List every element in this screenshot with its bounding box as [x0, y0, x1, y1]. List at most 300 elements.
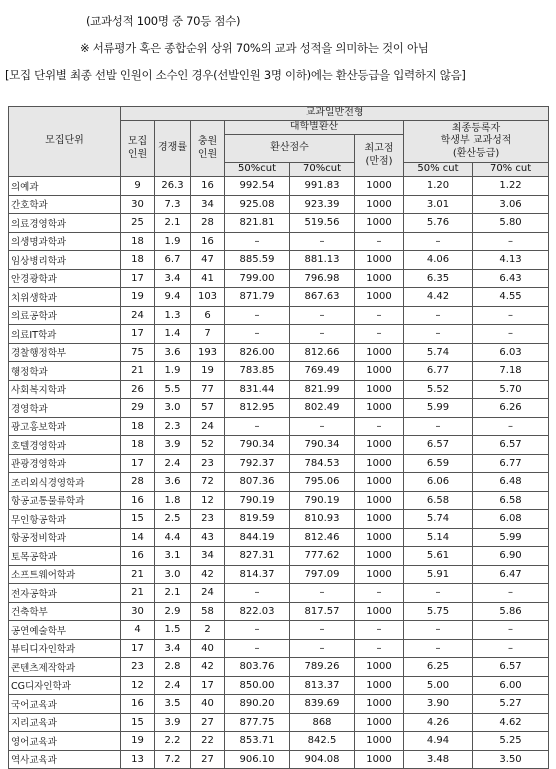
- grade-cut50-cell: 5.74: [404, 343, 473, 362]
- grade-cut50-cell: 6.25: [404, 658, 473, 677]
- header-final-registrant-line1: 최종등록자: [451, 122, 501, 134]
- grade-cut70-cell: –: [473, 306, 549, 325]
- score-cut50-cell: –: [225, 232, 290, 251]
- table-row: [9, 436, 549, 455]
- table-row: [9, 306, 549, 325]
- score-cut70-cell: 810.93: [290, 510, 355, 529]
- score-cut70-cell: 904.08: [290, 750, 355, 769]
- score-cut70-cell: 795.06: [290, 473, 355, 492]
- table-body: [9, 177, 549, 769]
- grade-cut70-cell: 6.58: [473, 491, 549, 510]
- score-cut70-cell: 812.66: [290, 343, 355, 362]
- filled-cell: 41: [191, 269, 225, 288]
- quota-cell: 30: [121, 602, 155, 621]
- unit-name-cell: 건축학부: [9, 602, 121, 621]
- score-cut70-cell: 867.63: [290, 288, 355, 307]
- filled-cell: 57: [191, 399, 225, 418]
- filled-cell: 42: [191, 565, 225, 584]
- note-disclaimer: ※ 서류평가 혹은 종합순위 상위 70%의 교과 성적을 의미하는 것이 아님: [80, 41, 429, 55]
- unit-name-cell: 치위생학과: [9, 288, 121, 307]
- competition-rate-cell: 3.1: [155, 547, 191, 566]
- grade-cut50-cell: 4.42: [404, 288, 473, 307]
- score-cut50-cell: 850.00: [225, 676, 290, 695]
- competition-rate-cell: 2.2: [155, 732, 191, 751]
- max-score-cell: 1000: [355, 380, 404, 399]
- score-cut50-cell: –: [225, 417, 290, 436]
- score-cut70-cell: 796.98: [290, 269, 355, 288]
- max-score-cell: 1000: [355, 399, 404, 418]
- filled-cell: 34: [191, 547, 225, 566]
- max-score-cell: 1000: [355, 177, 404, 196]
- score-cut50-cell: –: [225, 584, 290, 603]
- max-score-cell: 1000: [355, 454, 404, 473]
- quota-cell: 17: [121, 325, 155, 344]
- competition-rate-cell: 3.0: [155, 399, 191, 418]
- competition-rate-cell: 3.9: [155, 713, 191, 732]
- score-cut50-cell: –: [225, 621, 290, 640]
- quota-cell: 13: [121, 750, 155, 769]
- score-cut50-cell: 877.75: [225, 713, 290, 732]
- header-cut70: 70%cut: [290, 163, 355, 177]
- quota-cell: 12: [121, 676, 155, 695]
- score-cut50-cell: –: [225, 325, 290, 344]
- table-row: [9, 547, 549, 566]
- header-competition: 경쟁률: [155, 121, 191, 177]
- table-row: [9, 658, 549, 677]
- unit-name-cell: 영어교육과: [9, 732, 121, 751]
- unit-name-cell: 간호학과: [9, 195, 121, 214]
- table-row: [9, 269, 549, 288]
- header-converted-score: 환산점수: [225, 135, 355, 163]
- table-row: [9, 399, 549, 418]
- max-score-cell: 1000: [355, 695, 404, 714]
- filled-cell: 42: [191, 658, 225, 677]
- table-row: [9, 676, 549, 695]
- grade-cut50-cell: 5.91: [404, 565, 473, 584]
- competition-rate-cell: 9.4: [155, 288, 191, 307]
- score-cut50-cell: 799.00: [225, 269, 290, 288]
- grade-cut70-cell: 4.13: [473, 251, 549, 270]
- table-row: [9, 528, 549, 547]
- header-max-score-line2: (만점): [365, 155, 393, 167]
- max-score-cell: –: [355, 639, 404, 658]
- table-row: [9, 325, 549, 344]
- unit-name-cell: 경영학과: [9, 399, 121, 418]
- unit-name-cell: 공연예술학부: [9, 621, 121, 640]
- header-max-score-line1: 최고점: [364, 143, 394, 154]
- grade-cut50-cell: 6.06: [404, 473, 473, 492]
- table-row: [9, 713, 549, 732]
- grade-cut50-cell: 3.48: [404, 750, 473, 769]
- score-cut70-cell: –: [290, 621, 355, 640]
- competition-rate-cell: 1.8: [155, 491, 191, 510]
- grade-cut70-cell: 6.47: [473, 565, 549, 584]
- filled-cell: 27: [191, 713, 225, 732]
- quota-cell: 18: [121, 436, 155, 455]
- filled-cell: 16: [191, 232, 225, 251]
- score-cut50-cell: 885.59: [225, 251, 290, 270]
- table-row: [9, 177, 549, 196]
- quota-cell: 75: [121, 343, 155, 362]
- quota-cell: 24: [121, 306, 155, 325]
- max-score-cell: 1000: [355, 491, 404, 510]
- score-cut70-cell: 790.34: [290, 436, 355, 455]
- competition-rate-cell: 3.9: [155, 436, 191, 455]
- max-score-cell: 1000: [355, 510, 404, 529]
- competition-rate-cell: 1.4: [155, 325, 191, 344]
- max-score-cell: –: [355, 621, 404, 640]
- unit-name-cell: 콘텐츠제작학과: [9, 658, 121, 677]
- table-row: [9, 750, 549, 769]
- filled-cell: 27: [191, 750, 225, 769]
- competition-rate-cell: 2.4: [155, 676, 191, 695]
- grade-cut70-cell: 6.57: [473, 658, 549, 677]
- competition-rate-cell: 6.7: [155, 251, 191, 270]
- max-score-cell: 1000: [355, 565, 404, 584]
- grade-cut50-cell: –: [404, 417, 473, 436]
- filled-cell: 72: [191, 473, 225, 492]
- grade-cut50-cell: –: [404, 306, 473, 325]
- grade-cut70-cell: 5.80: [473, 214, 549, 233]
- note-title: (교과성적 100명 중 70등 점수): [86, 14, 241, 28]
- score-cut50-cell: 831.44: [225, 380, 290, 399]
- filled-cell: 19: [191, 362, 225, 381]
- score-cut50-cell: 803.76: [225, 658, 290, 677]
- table-row: [9, 510, 549, 529]
- competition-rate-cell: 7.3: [155, 195, 191, 214]
- score-cut70-cell: 790.19: [290, 491, 355, 510]
- filled-cell: 12: [191, 491, 225, 510]
- unit-name-cell: 광고홍보학과: [9, 417, 121, 436]
- score-cut50-cell: 819.59: [225, 510, 290, 529]
- score-cut70-cell: –: [290, 306, 355, 325]
- unit-name-cell: 의료공학과: [9, 306, 121, 325]
- grade-cut70-cell: 3.06: [473, 195, 549, 214]
- score-cut70-cell: 817.57: [290, 602, 355, 621]
- grade-cut70-cell: 6.26: [473, 399, 549, 418]
- score-cut70-cell: 777.62: [290, 547, 355, 566]
- grade-cut50-cell: 5.52: [404, 380, 473, 399]
- table-row: [9, 695, 549, 714]
- grade-cut70-cell: 5.70: [473, 380, 549, 399]
- table-row: [9, 417, 549, 436]
- filled-cell: 23: [191, 510, 225, 529]
- unit-name-cell: 지리교육과: [9, 713, 121, 732]
- unit-name-cell: 행정학과: [9, 362, 121, 381]
- table-row: [9, 288, 549, 307]
- grade-cut70-cell: –: [473, 621, 549, 640]
- header-filled: [191, 121, 225, 177]
- unit-name-cell: 안경광학과: [9, 269, 121, 288]
- grade-cut70-cell: –: [473, 417, 549, 436]
- grade-cut50-cell: 4.06: [404, 251, 473, 270]
- quota-cell: 15: [121, 510, 155, 529]
- unit-name-cell: CG디자인학과: [9, 676, 121, 695]
- grade-cut50-cell: 5.61: [404, 547, 473, 566]
- competition-rate-cell: 1.9: [155, 362, 191, 381]
- score-cut50-cell: 807.36: [225, 473, 290, 492]
- table-row: [9, 621, 549, 640]
- score-cut50-cell: 822.03: [225, 602, 290, 621]
- header-final-registrant-line3: (환산등급): [452, 147, 500, 159]
- competition-rate-cell: 2.1: [155, 584, 191, 603]
- quota-cell: 17: [121, 639, 155, 658]
- grade-cut70-cell: 7.18: [473, 362, 549, 381]
- score-cut50-cell: 821.81: [225, 214, 290, 233]
- score-cut70-cell: 784.53: [290, 454, 355, 473]
- max-score-cell: 1000: [355, 732, 404, 751]
- quota-cell: 16: [121, 491, 155, 510]
- quota-cell: 14: [121, 528, 155, 547]
- unit-name-cell: 의료경영학과: [9, 214, 121, 233]
- max-score-cell: –: [355, 584, 404, 603]
- max-score-cell: 1000: [355, 676, 404, 695]
- score-cut70-cell: 881.13: [290, 251, 355, 270]
- grade-cut50-cell: –: [404, 232, 473, 251]
- filled-cell: 28: [191, 214, 225, 233]
- quota-cell: 26: [121, 380, 155, 399]
- quota-cell: 9: [121, 177, 155, 196]
- max-score-cell: 1000: [355, 251, 404, 270]
- filled-cell: 17: [191, 676, 225, 695]
- unit-name-cell: 국어교육과: [9, 695, 121, 714]
- competition-rate-cell: 3.4: [155, 639, 191, 658]
- quota-cell: 16: [121, 695, 155, 714]
- unit-name-cell: 항공정비학과: [9, 528, 121, 547]
- unit-name-cell: 의생명과학과: [9, 232, 121, 251]
- competition-rate-cell: 5.5: [155, 380, 191, 399]
- header-grade-cut70: 70% cut: [473, 163, 549, 177]
- competition-rate-cell: 2.8: [155, 658, 191, 677]
- score-cut70-cell: 868: [290, 713, 355, 732]
- table-row: [9, 380, 549, 399]
- competition-rate-cell: 2.3: [155, 417, 191, 436]
- grade-cut50-cell: 6.35: [404, 269, 473, 288]
- grade-cut50-cell: –: [404, 621, 473, 640]
- competition-rate-cell: 1.3: [155, 306, 191, 325]
- filled-cell: 2: [191, 621, 225, 640]
- max-score-cell: 1000: [355, 269, 404, 288]
- filled-cell: 24: [191, 417, 225, 436]
- grade-cut50-cell: 5.99: [404, 399, 473, 418]
- unit-name-cell: 소프트웨어학과: [9, 565, 121, 584]
- filled-cell: 6: [191, 306, 225, 325]
- header-quota-line2: 인원: [127, 148, 148, 160]
- score-cut70-cell: –: [290, 417, 355, 436]
- grade-cut50-cell: 1.20: [404, 177, 473, 196]
- score-cut50-cell: 871.79: [225, 288, 290, 307]
- competition-rate-cell: 26.3: [155, 177, 191, 196]
- grade-cut70-cell: 5.25: [473, 732, 549, 751]
- header-cut50: 50%cut: [225, 163, 290, 177]
- grade-cut70-cell: –: [473, 232, 549, 251]
- unit-name-cell: 전자공학과: [9, 584, 121, 603]
- unit-name-cell: 호텔경영학과: [9, 436, 121, 455]
- score-cut70-cell: –: [290, 325, 355, 344]
- grade-cut70-cell: 5.86: [473, 602, 549, 621]
- grade-cut50-cell: 4.94: [404, 732, 473, 751]
- filled-cell: 40: [191, 695, 225, 714]
- unit-name-cell: 조리외식경영학과: [9, 473, 121, 492]
- max-score-cell: 1000: [355, 547, 404, 566]
- score-cut50-cell: 906.10: [225, 750, 290, 769]
- grade-cut70-cell: 6.90: [473, 547, 549, 566]
- grade-cut70-cell: –: [473, 584, 549, 603]
- score-cut50-cell: 783.85: [225, 362, 290, 381]
- table-row: [9, 343, 549, 362]
- grade-cut50-cell: 3.90: [404, 695, 473, 714]
- competition-rate-cell: 3.6: [155, 343, 191, 362]
- grade-cut70-cell: 3.50: [473, 750, 549, 769]
- table-row: [9, 251, 549, 270]
- competition-rate-cell: 7.2: [155, 750, 191, 769]
- score-cut70-cell: 802.49: [290, 399, 355, 418]
- unit-name-cell: 임상병리학과: [9, 251, 121, 270]
- unit-name-cell: 무인항공학과: [9, 510, 121, 529]
- filled-cell: 103: [191, 288, 225, 307]
- grade-cut50-cell: 5.74: [404, 510, 473, 529]
- competition-rate-cell: 4.4: [155, 528, 191, 547]
- table-row: [9, 362, 549, 381]
- max-score-cell: 1000: [355, 195, 404, 214]
- header-quota: [121, 121, 155, 177]
- score-cut70-cell: 842.5: [290, 732, 355, 751]
- unit-name-cell: 관광경영학과: [9, 454, 121, 473]
- grade-cut50-cell: –: [404, 639, 473, 658]
- score-cut50-cell: –: [225, 639, 290, 658]
- max-score-cell: 1000: [355, 713, 404, 732]
- unit-name-cell: 뷰티디자인학과: [9, 639, 121, 658]
- score-cut70-cell: 821.99: [290, 380, 355, 399]
- grade-cut50-cell: 6.77: [404, 362, 473, 381]
- max-score-cell: 1000: [355, 658, 404, 677]
- score-cut50-cell: 844.19: [225, 528, 290, 547]
- filled-cell: 22: [191, 732, 225, 751]
- filled-cell: 47: [191, 251, 225, 270]
- table-row: [9, 454, 549, 473]
- filled-cell: 40: [191, 639, 225, 658]
- header-track: 교과일반전형: [121, 107, 549, 121]
- unit-name-cell: 역사교육과: [9, 750, 121, 769]
- max-score-cell: –: [355, 325, 404, 344]
- unit-name-cell: 토목공학과: [9, 547, 121, 566]
- score-cut50-cell: –: [225, 306, 290, 325]
- score-cut70-cell: 923.39: [290, 195, 355, 214]
- grade-cut70-cell: –: [473, 325, 549, 344]
- max-score-cell: –: [355, 232, 404, 251]
- max-score-cell: 1000: [355, 602, 404, 621]
- header-final-registrant: [404, 121, 549, 163]
- filled-cell: 77: [191, 380, 225, 399]
- grade-cut50-cell: 5.76: [404, 214, 473, 233]
- quota-cell: 18: [121, 232, 155, 251]
- header-filled-line2: 인원: [197, 148, 218, 160]
- grade-cut50-cell: 4.26: [404, 713, 473, 732]
- score-cut50-cell: 812.95: [225, 399, 290, 418]
- grade-cut50-cell: 3.01: [404, 195, 473, 214]
- quota-cell: 23: [121, 658, 155, 677]
- note-condition: [모집 단위별 최종 선발 인원이 소수인 경우(선발인원 3명 이하)에는 환산등급을 입력하지 않음]: [5, 68, 466, 82]
- quota-cell: 30: [121, 195, 155, 214]
- table-row: [9, 565, 549, 584]
- score-cut70-cell: 813.37: [290, 676, 355, 695]
- competition-rate-cell: 2.5: [155, 510, 191, 529]
- score-cut50-cell: 925.08: [225, 195, 290, 214]
- quota-cell: 21: [121, 362, 155, 381]
- unit-name-cell: 의료IT학과: [9, 325, 121, 344]
- grade-cut50-cell: 6.59: [404, 454, 473, 473]
- quota-cell: 19: [121, 732, 155, 751]
- header-row-track: [9, 107, 549, 121]
- grade-cut70-cell: 6.57: [473, 436, 549, 455]
- unit-name-cell: 사회복지학과: [9, 380, 121, 399]
- max-score-cell: 1000: [355, 343, 404, 362]
- competition-rate-cell: 3.0: [155, 565, 191, 584]
- filled-cell: 23: [191, 454, 225, 473]
- score-cut70-cell: 519.56: [290, 214, 355, 233]
- filled-cell: 58: [191, 602, 225, 621]
- filled-cell: 7: [191, 325, 225, 344]
- grade-cut70-cell: 4.62: [473, 713, 549, 732]
- quota-cell: 19: [121, 288, 155, 307]
- table-row: [9, 732, 549, 751]
- grade-cut70-cell: 6.48: [473, 473, 549, 492]
- max-score-cell: –: [355, 306, 404, 325]
- score-cut50-cell: 890.20: [225, 695, 290, 714]
- header-max-score: [355, 135, 404, 177]
- filled-cell: 16: [191, 177, 225, 196]
- quota-cell: 16: [121, 547, 155, 566]
- quota-cell: 21: [121, 565, 155, 584]
- table-row: [9, 473, 549, 492]
- grade-cut70-cell: 4.55: [473, 288, 549, 307]
- score-cut50-cell: 790.19: [225, 491, 290, 510]
- table-row: [9, 195, 549, 214]
- grade-cut50-cell: 5.00: [404, 676, 473, 695]
- header-filled-line1: 충원: [197, 136, 218, 147]
- grade-cut70-cell: 6.03: [473, 343, 549, 362]
- score-cut70-cell: 991.83: [290, 177, 355, 196]
- score-cut50-cell: 827.31: [225, 547, 290, 566]
- grade-cut50-cell: –: [404, 325, 473, 344]
- grade-cut50-cell: 5.75: [404, 602, 473, 621]
- score-cut50-cell: 792.37: [225, 454, 290, 473]
- score-cut50-cell: 992.54: [225, 177, 290, 196]
- competition-rate-cell: 2.1: [155, 214, 191, 233]
- grade-cut70-cell: 5.27: [473, 695, 549, 714]
- unit-name-cell: 항공교통물류학과: [9, 491, 121, 510]
- header-quota-line1: 모집: [127, 136, 148, 147]
- grade-cut70-cell: 1.22: [473, 177, 549, 196]
- filled-cell: 43: [191, 528, 225, 547]
- max-score-cell: 1000: [355, 473, 404, 492]
- header-unit: 모집단위: [9, 107, 121, 177]
- score-cut70-cell: –: [290, 232, 355, 251]
- grade-cut70-cell: 6.00: [473, 676, 549, 695]
- quota-cell: 4: [121, 621, 155, 640]
- score-cut70-cell: –: [290, 584, 355, 603]
- quota-cell: 18: [121, 417, 155, 436]
- grade-cut70-cell: 6.43: [473, 269, 549, 288]
- grade-cut70-cell: –: [473, 639, 549, 658]
- score-cut50-cell: 853.71: [225, 732, 290, 751]
- competition-rate-cell: 3.6: [155, 473, 191, 492]
- quota-cell: 25: [121, 214, 155, 233]
- table-row: [9, 639, 549, 658]
- max-score-cell: 1000: [355, 436, 404, 455]
- score-cut70-cell: 789.26: [290, 658, 355, 677]
- grade-cut70-cell: 6.77: [473, 454, 549, 473]
